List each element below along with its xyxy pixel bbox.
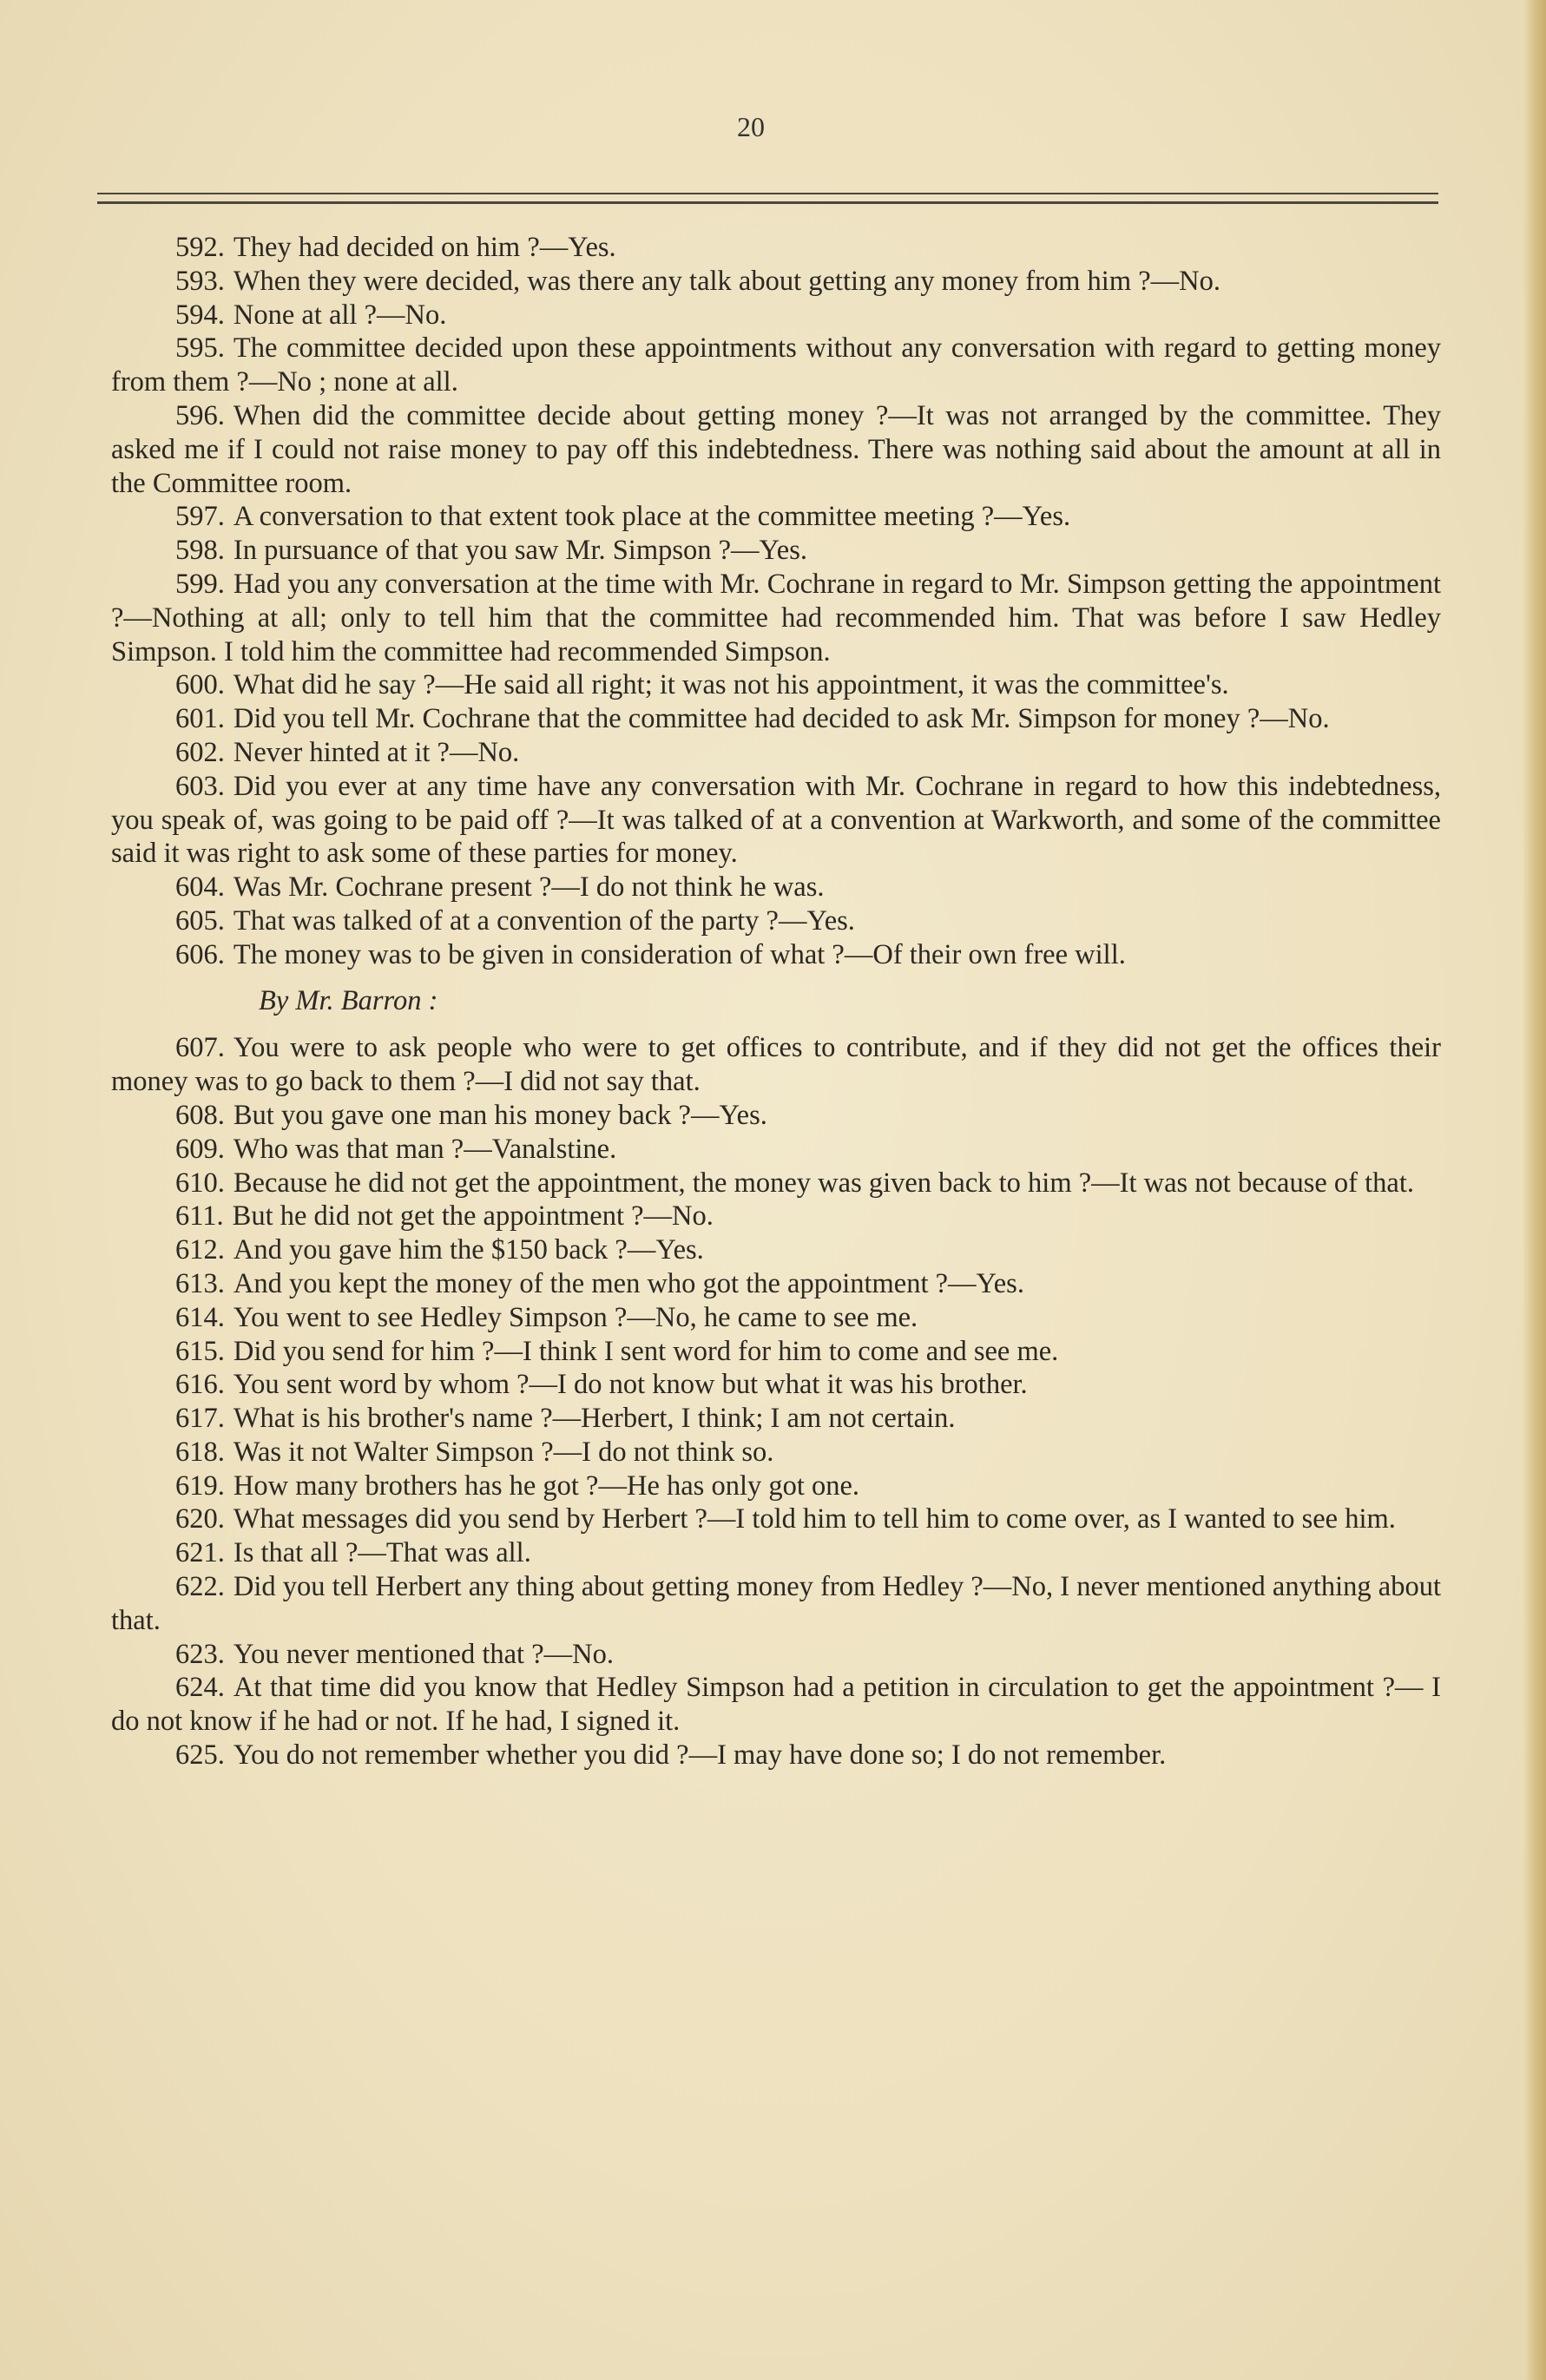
question-number: 622. xyxy=(175,1571,225,1603)
testimony-paragraph xyxy=(111,1267,1441,1301)
question-text: But you gave one man his money back ?—Yes. xyxy=(233,1099,767,1131)
question-text: You sent word by whom ?—I do not know but what it was his brother. xyxy=(233,1369,1028,1401)
question-text: What did he say ?—He said all right; it was not his appointment, it was the committee's. xyxy=(233,669,1229,701)
testimony-paragraph xyxy=(111,399,1441,500)
question-text: Who was that man ?—Vanalstine. xyxy=(233,1133,617,1165)
testimony-paragraph xyxy=(111,1570,1441,1638)
testimony-paragraph xyxy=(111,299,1441,332)
testimony-paragraph xyxy=(111,332,1441,399)
page-number: 20 xyxy=(737,111,765,142)
testimony-paragraph xyxy=(111,1368,1441,1402)
question-number: 607. xyxy=(175,1032,225,1064)
question-number: 614. xyxy=(175,1301,225,1333)
question-number: 606. xyxy=(175,938,225,970)
question-number: 601. xyxy=(175,703,225,735)
examiner-heading: By Mr. Barron : xyxy=(259,984,438,1016)
testimony-paragraph xyxy=(111,1200,1441,1233)
testimony-paragraph xyxy=(111,500,1441,534)
question-text: You were to ask people who were to get offices to contribute, and if they did not get the offices their money was to go back to them ?—I did not say that. xyxy=(111,1032,1441,1098)
testimony-section xyxy=(111,231,1441,972)
question-number: 596. xyxy=(175,399,225,431)
question-number: 592. xyxy=(175,232,225,263)
question-text: You went to see Hedley Simpson ?—No, he came to see me. xyxy=(233,1301,918,1333)
testimony-paragraph xyxy=(111,231,1441,265)
question-number: 599. xyxy=(175,568,225,600)
question-number: 593. xyxy=(175,265,225,297)
question-number: 597. xyxy=(175,501,225,533)
question-number: 604. xyxy=(175,871,225,904)
question-number: 605. xyxy=(175,904,225,937)
header-rule-bottom xyxy=(97,201,1438,204)
question-text: At that time did you know that Hedley Simpson had a petition in circulation to get the appointment ?— I do not know if he had or not. If he had, I signed it. xyxy=(111,1672,1441,1738)
testimony-paragraph xyxy=(111,1671,1441,1739)
testimony-paragraph xyxy=(111,904,1441,938)
testimony-paragraph xyxy=(111,1301,1441,1335)
question-number: 617. xyxy=(175,1403,225,1435)
page-edge xyxy=(1523,0,1546,2380)
question-text: Did you ever at any time have any conversation with Mr. Cochrane in regard to how this indebtedness, you speak of, was going to be paid off ?—It was talked of at a convention at Warkworth, and some of the committee said it was right to ask some of these parties for money. xyxy=(111,770,1441,870)
question-text: Was it not Walter Simpson ?—I do not think so. xyxy=(233,1436,774,1468)
testimony-paragraph xyxy=(111,265,1441,299)
question-text: What messages did you send by Herbert ?—I told him to tell him to come over, as I wanted to see him. xyxy=(233,1503,1396,1535)
question-text: The committee decided upon these appointments without any conversation with regard to getting money from them ?—No ; none at all. xyxy=(111,332,1441,398)
question-number: 610. xyxy=(175,1167,225,1199)
testimony-paragraph xyxy=(111,668,1441,702)
question-text: You never mentioned that ?—No. xyxy=(233,1638,614,1670)
testimony-paragraph xyxy=(111,1402,1441,1436)
question-text: They had decided on him ?—Yes. xyxy=(233,232,616,263)
question-number: 616. xyxy=(175,1369,225,1401)
question-number: 624. xyxy=(175,1672,225,1704)
testimony-paragraph xyxy=(111,871,1441,904)
question-number: 618. xyxy=(175,1436,225,1468)
question-text: Never hinted at it ?—No. xyxy=(233,736,520,768)
testimony-paragraph xyxy=(111,938,1441,972)
question-number: 602. xyxy=(175,736,225,768)
testimony-paragraph xyxy=(111,568,1441,668)
question-text: What is his brother's name ?—Herbert, I think; I am not certain. xyxy=(233,1403,956,1435)
question-number: 625. xyxy=(175,1739,225,1772)
question-text: Had you any conversation at the time with Mr. Cochrane in regard to Mr. Simpson getting the appointment ?—Nothing at all; only to tell him that the committee had recommended him. That was before I saw Hedley Simpson. I told him the committee had recommended Simpson. xyxy=(111,568,1441,667)
testimony-paragraph xyxy=(111,534,1441,568)
question-text: The money was to be given in consideration of what ?—Of their own free will. xyxy=(233,938,1126,970)
question-text: None at all ?—No. xyxy=(233,299,447,331)
testimony-paragraph xyxy=(111,1233,1441,1267)
question-number: 595. xyxy=(175,332,225,365)
testimony-paragraph xyxy=(111,702,1441,736)
testimony-paragraph xyxy=(111,1133,1441,1167)
testimony-paragraph xyxy=(111,1335,1441,1369)
testimony-section xyxy=(111,984,1441,1772)
question-text: In pursuance of that you saw Mr. Simpson ?—Yes. xyxy=(233,535,807,567)
question-text: Is that all ?—That was all. xyxy=(233,1537,531,1569)
testimony-paragraph xyxy=(111,1099,1441,1133)
question-text: When they were decided, was there any talk about getting any money from him ?—No. xyxy=(233,265,1221,297)
testimony-paragraph xyxy=(111,1502,1441,1536)
question-text: Did you tell Mr. Cochrane that the committee had decided to ask Mr. Simpson for money ?—No. xyxy=(233,703,1330,735)
question-text: And you kept the money of the men who got the appointment ?—Yes. xyxy=(233,1267,1024,1299)
question-number: 620. xyxy=(175,1503,225,1535)
question-number: 609. xyxy=(175,1133,225,1165)
question-number: 603. xyxy=(175,770,225,802)
header-rule-top xyxy=(97,193,1438,194)
question-number: 619. xyxy=(175,1469,225,1502)
question-number: 611. xyxy=(175,1200,224,1233)
question-number: 600. xyxy=(175,669,225,701)
question-number: 621. xyxy=(175,1537,225,1569)
question-text: That was talked of at a convention of the party ?—Yes. xyxy=(233,904,855,937)
question-number: 598. xyxy=(175,535,225,567)
question-text: You do not remember whether you did ?—I may have done so; I do not remember. xyxy=(233,1739,1167,1772)
question-number: 623. xyxy=(175,1638,225,1670)
question-text: Was Mr. Cochrane present ?—I do not think he was. xyxy=(233,871,825,904)
question-number: 594. xyxy=(175,299,225,331)
testimony-body xyxy=(111,231,1441,1772)
question-number: 612. xyxy=(175,1234,225,1266)
question-text: When did the committee decide about getting money ?—It was not arranged by the committee. They asked me if I could not raise money to pay off this indebtedness. There was nothing said about the amount at all in the Committee room. xyxy=(111,399,1441,499)
question-text: How many brothers has he got ?—He has only got one. xyxy=(233,1469,860,1502)
question-number: 613. xyxy=(175,1267,225,1299)
testimony-paragraph xyxy=(111,1638,1441,1672)
question-number: 615. xyxy=(175,1335,225,1367)
testimony-paragraph xyxy=(111,1167,1441,1200)
question-text: And you gave him the $150 back ?—Yes. xyxy=(233,1234,704,1266)
testimony-paragraph xyxy=(111,736,1441,770)
testimony-paragraph xyxy=(111,1031,1441,1099)
testimony-paragraph xyxy=(111,1436,1441,1469)
testimony-paragraph xyxy=(111,770,1441,871)
question-text: Did you tell Herbert any thing about getting money from Hedley ?—No, I never mentioned anything about that. xyxy=(111,1571,1441,1636)
testimony-paragraph xyxy=(111,1469,1441,1503)
question-text: A conversation to that extent took place at the committee meeting ?—Yes. xyxy=(233,501,1071,533)
question-text: But he did not get the appointment ?—No. xyxy=(232,1200,714,1233)
testimony-paragraph xyxy=(111,1739,1441,1772)
question-text: Did you send for him ?—I think I sent word for him to come and see me. xyxy=(233,1335,1059,1367)
question-number: 608. xyxy=(175,1099,225,1131)
testimony-paragraph xyxy=(111,1536,1441,1570)
question-text: Because he did not get the appointment, the money was given back to him ?—It was not because of that. xyxy=(233,1167,1414,1199)
